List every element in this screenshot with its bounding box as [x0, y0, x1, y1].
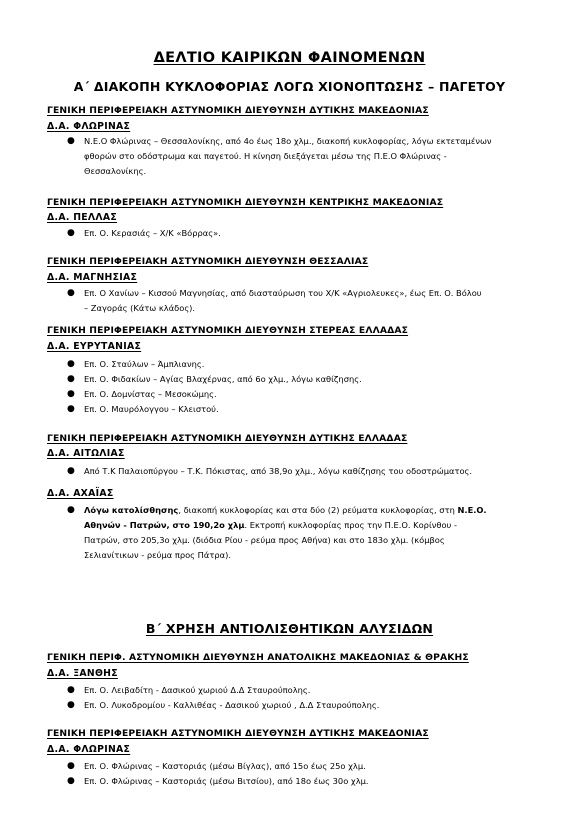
region-header: ΓΕΝΙΚΗ ΠΕΡΙΦΕΡΕΙΑΚΗ ΑΣΤΥΝΟΜΙΚΗ ΔΙΕΥΘΥΝΣΗ ΔΥΤΙΚΗΣ ΕΛΛΑΔΑΣ — [47, 433, 408, 444]
police-division: Δ.Α. ΠΕΛΛΑΣ — [47, 212, 118, 223]
region-header: ΓΕΝΙΚΗ ΠΕΡΙΦ. ΑΣΤΥΝΟΜΙΚΗ ΔΙΕΥΘΥΝΣΗ ΑΝΑΤΟΛΙΚΗΣ ΜΑΚΕΔΟΝΙΑΣ & ΘΡΑΚΗΣ — [47, 652, 469, 663]
bullet-icon: ● — [67, 374, 75, 384]
bold-text: Λόγω κατολίσθησης — [84, 505, 179, 515]
item-text — [84, 134, 492, 179]
bold-text: Αθηνών - Πατρών, στο 190,2ο χλμ — [84, 520, 245, 530]
bullet-icon: ● — [67, 700, 75, 710]
bullet-icon: ● — [67, 685, 75, 695]
police-division: Δ.Α. ΞΑΝΘΗΣ — [47, 668, 118, 679]
region-header: ΓΕΝΙΚΗ ΠΕΡΙΦΕΡΕΙΑΚΗ ΑΣΤΥΝΟΜΙΚΗ ΔΙΕΥΘΥΝΣΗ ΚΕΝΤΡΙΚΗΣ ΜΑΚΕΔΟΝΙΑΣ — [47, 197, 444, 208]
police-division: Δ.Α. ΦΛΩΡΙΝΑΣ — [47, 744, 131, 755]
bullet-icon: ● — [67, 761, 75, 771]
item-text: Επ. Ο. Δομνίστας – Μεσοκώμης. — [84, 389, 217, 399]
item-span: . Εκτροπή κυκλοφορίας προς την Π.Ε.Ο. Κορίνθου - — [244, 520, 457, 530]
bold-text: Ν.Ε.Ο. — [457, 505, 487, 515]
police-division: Δ.Α. ΜΑΓΝΗΣΙΑΣ — [47, 272, 138, 283]
item-line — [84, 503, 487, 518]
item-line — [84, 518, 487, 533]
police-division: Δ.Α. ΑΙΤΩΛΙΑΣ — [47, 448, 125, 459]
item-text — [84, 286, 482, 316]
police-division: Δ.Α. ΕΥΡΥΤΑΝΙΑΣ — [47, 341, 142, 352]
item-text: Επ. Ο. Λυκοδρομίου - Καλλιθέας - Δασικού χωριού , Δ.Δ Σταυρούπολης. — [84, 700, 380, 710]
document-title: ΔΕΛΤΙΟ ΚΑΙΡΙΚΩΝ ΦΑΙΝΟΜΕΝΩΝ — [153, 50, 426, 66]
section-b-title: Β΄ ΧΡΗΣΗ ΑΝΤΙΟΛΙΣΘΗΤΙΚΩΝ ΑΛΥΣΙΔΩΝ — [145, 621, 434, 636]
item-line: Πατρών, στο 205,3ο χλμ. (διόδια Ρίου - ρεύμα προς Αθήνα) και στο 183ο χλμ. (κόμβος — [84, 535, 445, 545]
bullet-icon: ● — [67, 776, 75, 786]
item-text — [84, 503, 487, 563]
item-text: Επ. Ο. Κερασιάς – Χ/Κ «Βόρρας». — [84, 228, 221, 238]
item-line: Σελιανίτικων - ρεύμα προς Πάτρα). — [84, 550, 231, 560]
item-line: φθορών στο οδόστρωμα και παγετού. Η κίνηση διεξάγεται μέσω της Π.Ε.Ο Φλώρινας - — [84, 151, 447, 161]
bullet-icon: ● — [67, 404, 75, 414]
police-division: Δ.Α. ΑΧΑΪΑΣ — [47, 488, 114, 499]
bullet-icon: ● — [67, 136, 75, 146]
item-text: Επ. Ο. Σταύλων – Άμπλιανης. — [84, 359, 205, 369]
region-header: ΓΕΝΙΚΗ ΠΕΡΙΦΕΡΕΙΑΚΗ ΑΣΤΥΝΟΜΙΚΗ ΔΙΕΥΘΥΝΣΗ ΣΤΕΡΕΑΣ ΕΛΛΑΔΑΣ — [47, 325, 409, 336]
region-header: ΓΕΝΙΚΗ ΠΕΡΙΦΕΡΕΙΑΚΗ ΑΣΤΥΝΟΜΙΚΗ ΔΙΕΥΘΥΝΣΗ ΘΕΣΣΑΛΙΑΣ — [47, 256, 369, 267]
bullet-icon: ● — [67, 389, 75, 399]
item-line: Ν.Ε.Ο Φλώρινας – Θεσσαλονίκης, από 4ο έως 18ο χλμ., διακοπή κυκλοφορίας, λόγω εκτεταμένων — [84, 136, 492, 146]
bullet-icon: ● — [67, 466, 75, 476]
region-header: ΓΕΝΙΚΗ ΠΕΡΙΦΕΡΕΙΑΚΗ ΑΣΤΥΝΟΜΙΚΗ ΔΙΕΥΘΥΝΣΗ ΔΥΤΙΚΗΣ ΜΑΚΕΔΟΝΙΑΣ — [47, 105, 429, 116]
bullet-icon: ● — [67, 359, 75, 369]
region-header: ΓΕΝΙΚΗ ΠΕΡΙΦΕΡΕΙΑΚΗ ΑΣΤΥΝΟΜΙΚΗ ΔΙΕΥΘΥΝΣΗ ΔΥΤΙΚΗΣ ΜΑΚΕΔΟΝΙΑΣ — [47, 728, 429, 739]
bullet-icon: ● — [67, 505, 75, 515]
section-a-title: Α΄ ΔΙΑΚΟΠΗ ΚΥΚΛΟΦΟΡΙΑΣ ΛΟΓΩ ΧΙΟΝΟΠΤΩΣΗΣ – ΠΑΓΕΤΟΥ — [73, 79, 506, 94]
bullet-icon: ● — [67, 228, 75, 238]
item-line: Θεσσαλονίκης. — [84, 166, 147, 176]
item-text: Επ. Ο. Λειβαδίτη - Δασικού χωριού Δ.Δ Σταυρούπολης. — [84, 685, 311, 695]
item-text: Επ. Ο. Φιδακίων – Αγίας Βλαχέρνας, από 6ο χλμ., λόγω καθίζησης. — [84, 374, 362, 384]
item-text: Από Τ.Κ Παλαιοπύργου – Τ.Κ. Πόκιστας, από 38,9ο χλμ., λόγω καθίζησης του οδοστρώματος. — [84, 466, 473, 476]
item-text: Επ. Ο. Φλώρινας – Καστοριάς (μέσω Βιτσίου), από 18ο έως 30ο χλμ. — [84, 776, 369, 786]
item-text: Επ. Ο. Μαυρόλογγου – Κλειστού. — [84, 404, 219, 414]
item-line: Επ. Ο Χανίων – Κισσού Μαγνησίας, από διασταύρωση του Χ/Κ «Αγριολευκες», έως Επ. Ο. Βόλου — [84, 288, 482, 298]
item-span: , διακοπή κυκλοφορίας και στα δύο (2) ρεύματα κυκλοφορίας, στη — [178, 505, 458, 515]
item-line: – Ζαγοράς (Κάτω κλάδος). — [84, 303, 196, 313]
item-text: Επ. Ο. Φλώρινας – Καστοριάς (μέσω Βίγλας), από 15ο έως 25ο χλμ. — [84, 761, 366, 771]
bullet-icon: ● — [67, 288, 75, 298]
police-division: Δ.Α. ΦΛΩΡΙΝΑΣ — [47, 121, 131, 132]
